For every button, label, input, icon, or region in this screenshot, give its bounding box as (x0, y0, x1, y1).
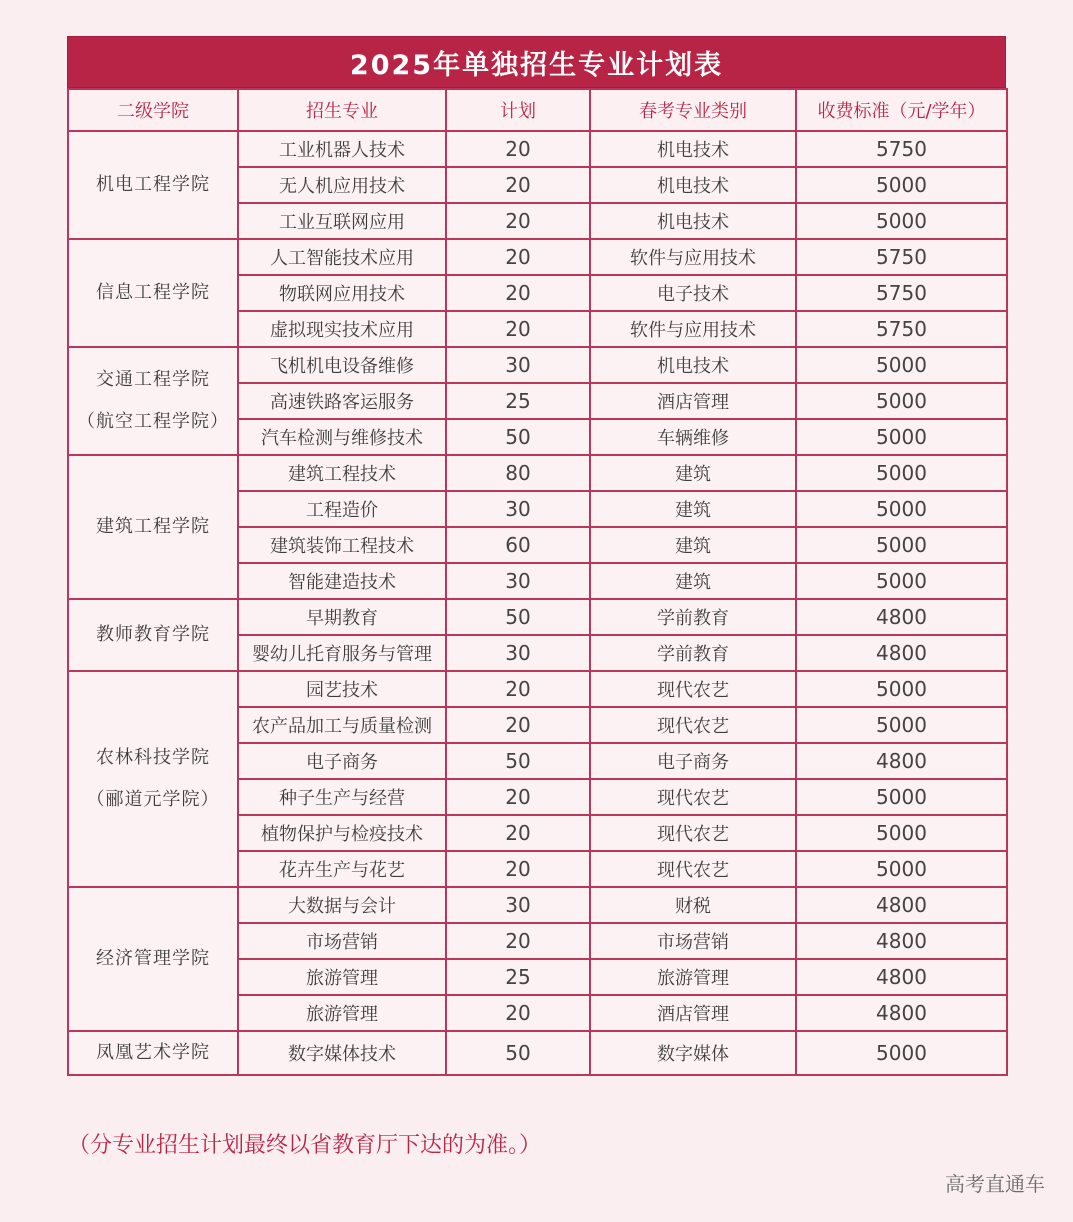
plan-cell: 80 (446, 455, 590, 491)
header-fee: 收费标准（元/学年） (796, 89, 1007, 131)
category-cell: 旅游管理 (590, 959, 796, 995)
header-row (68, 89, 1007, 131)
table-row (68, 455, 1007, 491)
plan-cell: 60 (446, 527, 590, 563)
plan-cell: 20 (446, 671, 590, 707)
college-name-line: 经济管理学院 (96, 948, 210, 969)
fee-cell: 4800 (796, 923, 1007, 959)
category-cell: 电子技术 (590, 275, 796, 311)
category-cell: 机电技术 (590, 131, 796, 167)
college-cell (68, 1031, 238, 1075)
fee-cell: 5000 (796, 707, 1007, 743)
plan-cell: 50 (446, 419, 590, 455)
fee-cell: 5750 (796, 131, 1007, 167)
header-major: 招生专业 (238, 89, 446, 131)
fee-cell: 5000 (796, 455, 1007, 491)
major-cell: 物联网应用技术 (238, 275, 446, 311)
fee-cell: 5000 (796, 167, 1007, 203)
fee-cell: 5000 (796, 1031, 1007, 1075)
fee-cell: 4800 (796, 887, 1007, 923)
fee-cell: 5000 (796, 779, 1007, 815)
fee-cell: 5000 (796, 671, 1007, 707)
table-row (68, 599, 1007, 635)
plan-cell: 20 (446, 923, 590, 959)
major-cell: 汽车检测与维修技术 (238, 419, 446, 455)
category-cell: 市场营销 (590, 923, 796, 959)
watermark: 高考直通车 (945, 1172, 1045, 1196)
major-cell: 高速铁路客运服务 (238, 383, 446, 419)
college-name-line: 教师教育学院 (96, 624, 210, 645)
fee-cell: 5000 (796, 815, 1007, 851)
enrollment-plan-table (67, 88, 1008, 1076)
category-cell: 建筑 (590, 455, 796, 491)
major-cell: 种子生产与经营 (238, 779, 446, 815)
major-cell: 电子商务 (238, 743, 446, 779)
major-cell: 旅游管理 (238, 959, 446, 995)
fee-cell: 4800 (796, 599, 1007, 635)
category-cell: 建筑 (590, 491, 796, 527)
category-cell: 财税 (590, 887, 796, 923)
fee-cell: 5000 (796, 563, 1007, 599)
college-cell (68, 887, 238, 1031)
college-cell (68, 671, 238, 887)
plan-cell: 20 (446, 239, 590, 275)
plan-cell: 25 (446, 383, 590, 419)
fee-cell: 5000 (796, 491, 1007, 527)
category-cell: 机电技术 (590, 203, 796, 239)
college-name-line: 农林科技学院 (96, 747, 210, 768)
plan-cell: 30 (446, 887, 590, 923)
major-cell: 市场营销 (238, 923, 446, 959)
fee-cell: 5750 (796, 275, 1007, 311)
category-cell: 车辆维修 (590, 419, 796, 455)
plan-cell: 20 (446, 779, 590, 815)
fee-cell: 5000 (796, 851, 1007, 887)
category-cell: 学前教育 (590, 599, 796, 635)
plan-cell: 30 (446, 635, 590, 671)
fee-cell: 5000 (796, 347, 1007, 383)
major-cell: 建筑装饰工程技术 (238, 527, 446, 563)
fee-cell: 5750 (796, 311, 1007, 347)
plan-cell: 50 (446, 599, 590, 635)
category-cell: 酒店管理 (590, 383, 796, 419)
category-cell: 酒店管理 (590, 995, 796, 1031)
college-name-line: （航空工程学院） (77, 411, 229, 432)
header-category: 春考专业类别 (590, 89, 796, 131)
major-cell: 工业互联网应用 (238, 203, 446, 239)
major-cell: 工业机器人技术 (238, 131, 446, 167)
table-row (68, 887, 1007, 923)
category-cell: 软件与应用技术 (590, 239, 796, 275)
major-cell: 植物保护与检疫技术 (238, 815, 446, 851)
plan-cell: 20 (446, 995, 590, 1031)
major-cell: 人工智能技术应用 (238, 239, 446, 275)
plan-cell: 50 (446, 743, 590, 779)
plan-cell: 20 (446, 131, 590, 167)
table-row (68, 347, 1007, 383)
category-cell: 建筑 (590, 563, 796, 599)
plan-cell: 20 (446, 167, 590, 203)
major-cell: 旅游管理 (238, 995, 446, 1031)
table-row (68, 239, 1007, 275)
plan-cell: 30 (446, 347, 590, 383)
college-name-line: 机电工程学院 (96, 174, 210, 195)
plan-cell: 20 (446, 203, 590, 239)
category-cell: 机电技术 (590, 167, 796, 203)
table-body (68, 131, 1007, 1075)
fee-cell: 5750 (796, 239, 1007, 275)
major-cell: 工程造价 (238, 491, 446, 527)
category-cell: 数字媒体 (590, 1031, 796, 1075)
college-cell (68, 455, 238, 599)
category-cell: 学前教育 (590, 635, 796, 671)
category-cell: 现代农艺 (590, 851, 796, 887)
college-name-line: （郦道元学院） (86, 789, 220, 810)
major-cell: 园艺技术 (238, 671, 446, 707)
footnote: （分专业招生计划最终以省教育厅下达的为准。） (68, 1133, 542, 1158)
plan-cell: 20 (446, 311, 590, 347)
fee-cell: 4800 (796, 959, 1007, 995)
college-cell (68, 347, 238, 455)
college-name-line: 信息工程学院 (96, 282, 210, 303)
major-cell: 农产品加工与质量检测 (238, 707, 446, 743)
college-cell (68, 239, 238, 347)
fee-cell: 4800 (796, 635, 1007, 671)
plan-cell: 20 (446, 707, 590, 743)
college-cell (68, 131, 238, 239)
major-cell: 建筑工程技术 (238, 455, 446, 491)
fee-cell: 5000 (796, 203, 1007, 239)
major-cell: 智能建造技术 (238, 563, 446, 599)
category-cell: 现代农艺 (590, 707, 796, 743)
college-name-line: 凤凰艺术学院 (96, 1042, 210, 1063)
category-cell: 现代农艺 (590, 671, 796, 707)
table-title: 2025年单独招生专业计划表 (67, 36, 1006, 88)
college-name-line: 交通工程学院 (96, 369, 210, 390)
table-row (68, 671, 1007, 707)
category-cell: 电子商务 (590, 743, 796, 779)
major-cell: 早期教育 (238, 599, 446, 635)
table-row (68, 131, 1007, 167)
major-cell: 数字媒体技术 (238, 1031, 446, 1075)
category-cell: 建筑 (590, 527, 796, 563)
plan-cell: 30 (446, 563, 590, 599)
category-cell: 机电技术 (590, 347, 796, 383)
fee-cell: 4800 (796, 743, 1007, 779)
plan-sheet (67, 36, 1006, 1076)
fee-cell: 5000 (796, 419, 1007, 455)
plan-cell: 25 (446, 959, 590, 995)
header-plan: 计划 (446, 89, 590, 131)
college-cell (68, 599, 238, 671)
plan-cell: 20 (446, 815, 590, 851)
fee-cell: 4800 (796, 995, 1007, 1031)
major-cell: 虚拟现实技术应用 (238, 311, 446, 347)
plan-cell: 20 (446, 851, 590, 887)
major-cell: 大数据与会计 (238, 887, 446, 923)
major-cell: 婴幼儿托育服务与管理 (238, 635, 446, 671)
plan-cell: 50 (446, 1031, 590, 1075)
table-row (68, 1031, 1007, 1075)
category-cell: 现代农艺 (590, 779, 796, 815)
major-cell: 飞机机电设备维修 (238, 347, 446, 383)
major-cell: 花卉生产与花艺 (238, 851, 446, 887)
category-cell: 软件与应用技术 (590, 311, 796, 347)
category-cell: 现代农艺 (590, 815, 796, 851)
fee-cell: 5000 (796, 383, 1007, 419)
college-name-line: 建筑工程学院 (96, 516, 210, 537)
fee-cell: 5000 (796, 527, 1007, 563)
plan-cell: 20 (446, 275, 590, 311)
header-college: 二级学院 (68, 89, 238, 131)
plan-cell: 30 (446, 491, 590, 527)
major-cell: 无人机应用技术 (238, 167, 446, 203)
